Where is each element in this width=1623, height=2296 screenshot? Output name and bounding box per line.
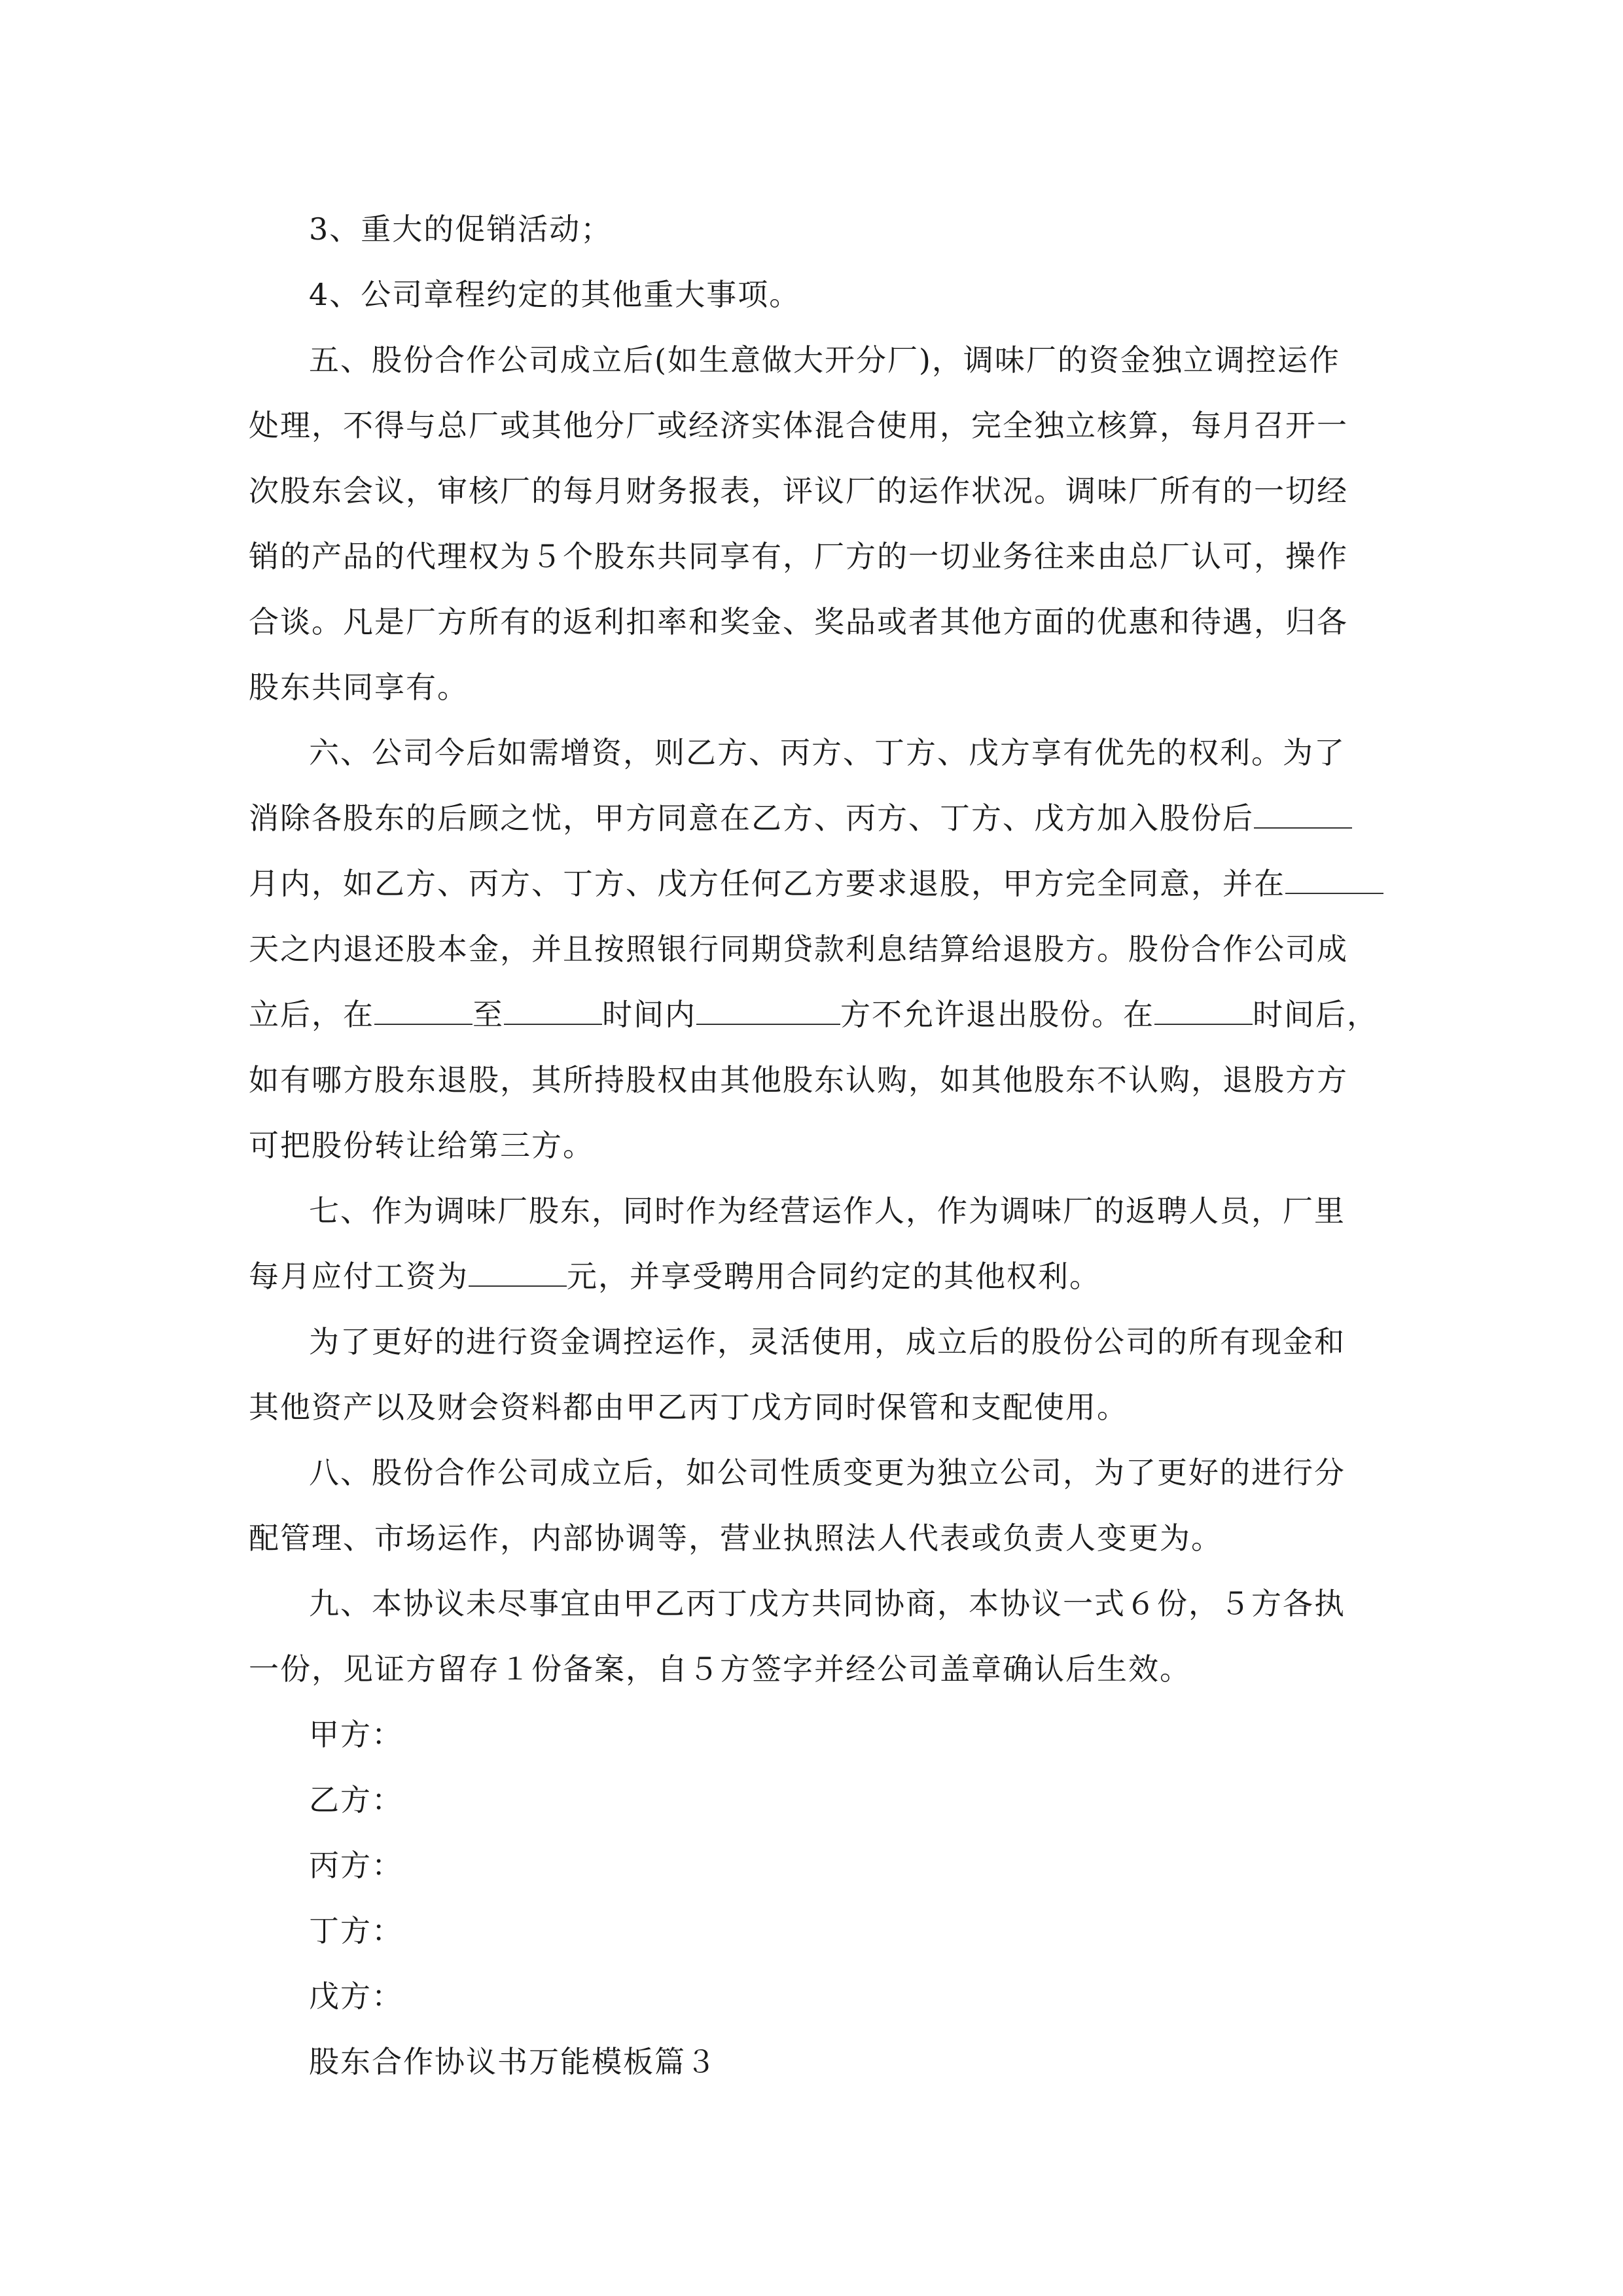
clause-5-line: 次股东会议，审核厂的每月财务报表，评议厂的运作状况。调味厂所有的一切经 <box>249 473 1348 509</box>
clause-5-line: 处理，不得与总厂或其他分厂或经济实体混合使用，完全独立核算，每月召开一 <box>249 408 1348 443</box>
clause-6-text: 方不允许退出股份。在 <box>840 997 1154 1032</box>
next-section-heading: 股东合作协议书万能模板篇３ <box>309 2044 717 2079</box>
clause-6-line: 可把股份转让给第三方。 <box>249 1128 594 1163</box>
clause-8-line: 八、股份合作公司成立后，如公司性质变更为独立公司，为了更好的进行分 <box>309 1455 1346 1490</box>
clause-7-text: 每月应付工资为 <box>249 1259 469 1294</box>
clause-9-line: 九、本协议未尽事宜由甲乙丙丁戊方共同协商，本协议一式６份，５方各执 <box>309 1586 1346 1621</box>
signature-block <box>249 1702 1374 2029</box>
fill-blank <box>469 1258 567 1287</box>
clause-6 <box>249 720 1378 1178</box>
clause-6-line: 六、公司今后如需增资，则乙方、丙方、丁方、戊方享有优先的权利。为了 <box>309 735 1346 770</box>
clause-6-text: 月内，如乙方、丙方、丁方、戊方任何乙方要求退股，甲方完全同意，并在 <box>249 866 1285 901</box>
clause-5-line: 股东共同享有。 <box>249 670 469 705</box>
clause-9 <box>249 1571 1374 1702</box>
clause-6-line: 天之内退还股本金，并且按照银行同期贷款利息结算给退股方。股份合作公司成 <box>249 931 1348 967</box>
capital-line: 其他资产以及财会资料都由甲乙丙丁戊方同时保管和支配使用。 <box>249 1390 1128 1425</box>
clause-6-text: 时间内 <box>602 997 696 1032</box>
clause-6-line <box>249 982 1378 1047</box>
clause-7-line <box>249 1244 1374 1309</box>
signature-wu: 戊方： <box>309 1979 403 2014</box>
clause-6-line <box>249 785 1374 851</box>
clause-6-text: 至 <box>473 997 504 1032</box>
clause-5 <box>249 327 1374 720</box>
signature-yi: 乙方： <box>309 1782 403 1818</box>
fill-blank <box>374 996 473 1025</box>
fill-blank <box>1254 800 1352 829</box>
fill-blank <box>696 996 840 1025</box>
signature-ding: 丁方： <box>309 1913 403 1948</box>
clause-5-line: 合谈。凡是厂方所有的返利扣率和奖金、奖品或者其他方面的优惠和待遇，归各 <box>249 604 1348 639</box>
fill-blank <box>1285 865 1383 894</box>
clause-7-line: 七、作为调味厂股东，同时作为经营运作人，作为调味厂的返聘人员，厂里 <box>309 1193 1346 1229</box>
clause-7-text: 元，并享受聘用合同约定的其他权利。 <box>567 1259 1101 1294</box>
clause-6-text: 立后，在 <box>249 997 374 1032</box>
capital-paragraph <box>249 1309 1374 1440</box>
list-item-4: 4、公司章程约定的其他重大事项。 <box>309 277 801 312</box>
clause-6-line <box>249 851 1374 916</box>
clause-7 <box>249 1178 1374 1309</box>
clause-8 <box>249 1440 1374 1571</box>
fill-blank <box>1154 996 1253 1025</box>
clause-6-text: 时间后， <box>1253 997 1378 1032</box>
clause-6-text: 消除各股东的后顾之忧，甲方同意在乙方、丙方、丁方、戊方加入股份后 <box>249 800 1254 836</box>
list-item-3: 3、重大的促销活动； <box>309 211 613 247</box>
clause-8-line: 配管理、市场运作，内部协调等，营业执照法人代表或负责人变更为。 <box>249 1520 1222 1556</box>
document-body <box>249 196 1378 2094</box>
signature-jia: 甲方： <box>309 1717 403 1752</box>
signature-bing: 丙方： <box>309 1848 403 1883</box>
fill-blank <box>504 996 602 1025</box>
clause-6-line: 如有哪方股东退股，其所持股权由其他股东认购，如其他股东不认购，退股方方 <box>249 1062 1348 1098</box>
clause-5-line: 五、股份合作公司成立后(如生意做大开分厂)，调味厂的资金独立调控运作 <box>309 342 1340 378</box>
clause-9-line: 一份，见证方留存１份备案，自５方签字并经公司盖章确认后生效。 <box>249 1651 1191 1687</box>
capital-line: 为了更好的进行资金调控运作，灵活使用，成立后的股份公司的所有现金和 <box>309 1324 1346 1359</box>
clause-5-line: 销的产品的代理权为５个股东共同享有，厂方的一切业务往来由总厂认可，操作 <box>249 539 1348 574</box>
